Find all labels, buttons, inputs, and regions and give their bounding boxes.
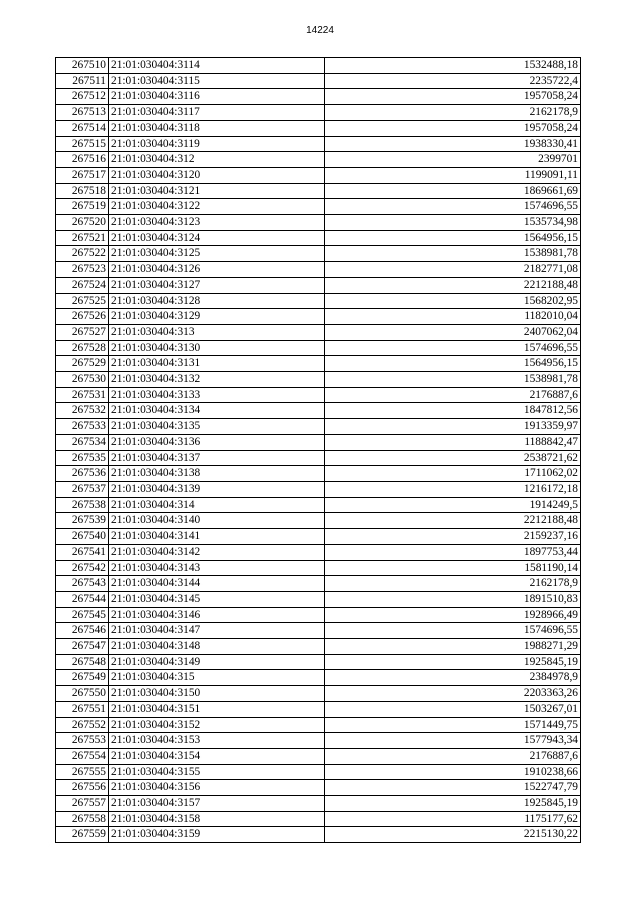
cadastral-number-cell: 21:01:030404:3114: [109, 58, 325, 74]
cadastral-value-cell: 1182010,04: [325, 309, 581, 325]
cadastral-number-cell: 21:01:030404:3155: [109, 764, 325, 780]
table-row: [56, 670, 581, 686]
cadastral-number-cell: 21:01:030404:3140: [109, 513, 325, 529]
cadastral-number-cell: 21:01:030404:3148: [109, 639, 325, 655]
table-row: [56, 199, 581, 215]
table-row: [56, 183, 581, 199]
table-row: [56, 434, 581, 450]
cadastral-number-cell: 21:01:030404:3126: [109, 262, 325, 278]
cadastral-value-cell: 1175177,62: [325, 811, 581, 827]
cadastral-value-cell: 2399701: [325, 152, 581, 168]
row-number-cell: 267548: [56, 654, 109, 670]
table-row: [56, 748, 581, 764]
row-number-cell: 267552: [56, 717, 109, 733]
row-number-cell: 267520: [56, 215, 109, 231]
table-row: [56, 560, 581, 576]
cadastral-value-cell: 1988271,29: [325, 639, 581, 655]
cadastral-value-cell: 1571449,75: [325, 717, 581, 733]
cadastral-value-cell: 2538721,62: [325, 450, 581, 466]
cadastral-value-cell: 1910238,66: [325, 764, 581, 780]
cadastral-value-cell: 1538981,78: [325, 246, 581, 262]
row-number-cell: 267512: [56, 89, 109, 105]
row-number-cell: 267543: [56, 576, 109, 592]
cadastral-value-cell: 1897753,44: [325, 544, 581, 560]
cadastral-number-cell: 21:01:030404:315: [109, 670, 325, 686]
row-number-cell: 267523: [56, 262, 109, 278]
cadastral-number-cell: 21:01:030404:3146: [109, 607, 325, 623]
cadastral-number-cell: 21:01:030404:3142: [109, 544, 325, 560]
table-row: [56, 497, 581, 513]
row-number-cell: 267517: [56, 167, 109, 183]
cadastral-number-cell: 21:01:030404:3137: [109, 450, 325, 466]
registry-table: [55, 57, 581, 843]
cadastral-value-cell: 2203363,26: [325, 686, 581, 702]
table-row: [56, 623, 581, 639]
row-number-cell: 267542: [56, 560, 109, 576]
table-row: [56, 403, 581, 419]
table-row: [56, 466, 581, 482]
cadastral-number-cell: 21:01:030404:3135: [109, 419, 325, 435]
cadastral-value-cell: 1199091,11: [325, 167, 581, 183]
row-number-cell: 267516: [56, 152, 109, 168]
cadastral-value-cell: 1503267,01: [325, 701, 581, 717]
row-number-cell: 267528: [56, 340, 109, 356]
cadastral-value-cell: 2235722,4: [325, 73, 581, 89]
cadastral-value-cell: 1957058,24: [325, 120, 581, 136]
cadastral-value-cell: 1216172,18: [325, 481, 581, 497]
cadastral-number-cell: 21:01:030404:3141: [109, 529, 325, 545]
cadastral-number-cell: 21:01:030404:3115: [109, 73, 325, 89]
table-row: [56, 780, 581, 796]
cadastral-number-cell: 21:01:030404:3153: [109, 733, 325, 749]
cadastral-value-cell: 1532488,18: [325, 58, 581, 74]
table-row: [56, 529, 581, 545]
table-row: [56, 654, 581, 670]
table-row: [56, 230, 581, 246]
cadastral-value-cell: 1581190,14: [325, 560, 581, 576]
cadastral-number-cell: 21:01:030404:3156: [109, 780, 325, 796]
cadastral-value-cell: 1957058,24: [325, 89, 581, 105]
cadastral-number-cell: 21:01:030404:3159: [109, 827, 325, 843]
table-row: [56, 324, 581, 340]
cadastral-number-cell: 21:01:030404:3152: [109, 717, 325, 733]
cadastral-value-cell: 1577943,34: [325, 733, 581, 749]
cadastral-number-cell: 21:01:030404:3149: [109, 654, 325, 670]
cadastral-value-cell: 2176887,6: [325, 387, 581, 403]
row-number-cell: 267530: [56, 372, 109, 388]
cadastral-value-cell: 1891510,83: [325, 591, 581, 607]
row-number-cell: 267511: [56, 73, 109, 89]
cadastral-value-cell: 1564956,15: [325, 356, 581, 372]
table-row: [56, 340, 581, 356]
table-row: [56, 262, 581, 278]
cadastral-value-cell: 1538981,78: [325, 372, 581, 388]
table-row: [56, 89, 581, 105]
row-number-cell: 267531: [56, 387, 109, 403]
row-number-cell: 267551: [56, 701, 109, 717]
cadastral-number-cell: 21:01:030404:3136: [109, 434, 325, 450]
table-row: [56, 481, 581, 497]
row-number-cell: 267537: [56, 481, 109, 497]
cadastral-number-cell: 21:01:030404:3122: [109, 199, 325, 215]
table-row: [56, 607, 581, 623]
table-row: [56, 827, 581, 843]
table-row: [56, 293, 581, 309]
cadastral-number-cell: 21:01:030404:3119: [109, 136, 325, 152]
cadastral-value-cell: 2212188,48: [325, 513, 581, 529]
cadastral-number-cell: 21:01:030404:3125: [109, 246, 325, 262]
row-number-cell: 267521: [56, 230, 109, 246]
table-row: [56, 701, 581, 717]
table-row: [56, 246, 581, 262]
row-number-cell: 267545: [56, 607, 109, 623]
table-row: [56, 811, 581, 827]
row-number-cell: 267540: [56, 529, 109, 545]
cadastral-number-cell: 21:01:030404:3132: [109, 372, 325, 388]
row-number-cell: 267544: [56, 591, 109, 607]
row-number-cell: 267534: [56, 434, 109, 450]
table-row: [56, 136, 581, 152]
cadastral-number-cell: 21:01:030404:3120: [109, 167, 325, 183]
cadastral-number-cell: 21:01:030404:3116: [109, 89, 325, 105]
table-row: [56, 576, 581, 592]
cadastral-number-cell: 21:01:030404:3147: [109, 623, 325, 639]
row-number-cell: 267524: [56, 277, 109, 293]
page-number: 14224: [306, 25, 334, 36]
table-row: [56, 796, 581, 812]
cadastral-value-cell: 1522747,79: [325, 780, 581, 796]
cadastral-value-cell: 1925845,19: [325, 796, 581, 812]
table-row: [56, 277, 581, 293]
cadastral-value-cell: 1535734,98: [325, 215, 581, 231]
row-number-cell: 267533: [56, 419, 109, 435]
cadastral-number-cell: 21:01:030404:3157: [109, 796, 325, 812]
cadastral-value-cell: 1568202,95: [325, 293, 581, 309]
cadastral-value-cell: 2182771,08: [325, 262, 581, 278]
row-number-cell: 267550: [56, 686, 109, 702]
table-row: [56, 167, 581, 183]
row-number-cell: 267527: [56, 324, 109, 340]
row-number-cell: 267557: [56, 796, 109, 812]
row-number-cell: 267513: [56, 105, 109, 121]
row-number-cell: 267539: [56, 513, 109, 529]
row-number-cell: 267541: [56, 544, 109, 560]
cadastral-value-cell: 1925845,19: [325, 654, 581, 670]
cadastral-number-cell: 21:01:030404:3154: [109, 748, 325, 764]
row-number-cell: 267538: [56, 497, 109, 513]
cadastral-number-cell: 21:01:030404:3129: [109, 309, 325, 325]
cadastral-value-cell: 2384978,9: [325, 670, 581, 686]
table-row: [56, 152, 581, 168]
cadastral-number-cell: 21:01:030404:3127: [109, 277, 325, 293]
row-number-cell: 267510: [56, 58, 109, 74]
cadastral-number-cell: 21:01:030404:3124: [109, 230, 325, 246]
table-row: [56, 387, 581, 403]
cadastral-number-cell: 21:01:030404:3118: [109, 120, 325, 136]
cadastral-number-cell: 21:01:030404:3143: [109, 560, 325, 576]
table-row: [56, 356, 581, 372]
cadastral-number-cell: 21:01:030404:3145: [109, 591, 325, 607]
row-number-cell: 267554: [56, 748, 109, 764]
cadastral-value-cell: 2162178,9: [325, 576, 581, 592]
table-row: [56, 372, 581, 388]
row-number-cell: 267519: [56, 199, 109, 215]
row-number-cell: 267553: [56, 733, 109, 749]
cadastral-number-cell: 21:01:030404:3144: [109, 576, 325, 592]
table-row: [56, 419, 581, 435]
table-row: [56, 544, 581, 560]
table-row: [56, 73, 581, 89]
row-number-cell: 267558: [56, 811, 109, 827]
cadastral-number-cell: 21:01:030404:3123: [109, 215, 325, 231]
table-row: [56, 513, 581, 529]
cadastral-number-cell: 21:01:030404:3130: [109, 340, 325, 356]
table-row: [56, 717, 581, 733]
cadastral-value-cell: 1574696,55: [325, 199, 581, 215]
cadastral-value-cell: 1847812,56: [325, 403, 581, 419]
cadastral-value-cell: 1574696,55: [325, 623, 581, 639]
registry-table-body: [56, 58, 581, 843]
cadastral-value-cell: 1711062,02: [325, 466, 581, 482]
row-number-cell: 267556: [56, 780, 109, 796]
cadastral-value-cell: 2407062,04: [325, 324, 581, 340]
row-number-cell: 267555: [56, 764, 109, 780]
row-number-cell: 267515: [56, 136, 109, 152]
row-number-cell: 267532: [56, 403, 109, 419]
row-number-cell: 267546: [56, 623, 109, 639]
cadastral-number-cell: 21:01:030404:313: [109, 324, 325, 340]
row-number-cell: 267514: [56, 120, 109, 136]
cadastral-number-cell: 21:01:030404:3117: [109, 105, 325, 121]
cadastral-value-cell: 2162178,9: [325, 105, 581, 121]
row-number-cell: 267525: [56, 293, 109, 309]
table-row: [56, 450, 581, 466]
row-number-cell: 267529: [56, 356, 109, 372]
row-number-cell: 267547: [56, 639, 109, 655]
cadastral-value-cell: 1913359,97: [325, 419, 581, 435]
row-number-cell: 267535: [56, 450, 109, 466]
cadastral-value-cell: 2212188,48: [325, 277, 581, 293]
table-row: [56, 58, 581, 74]
table-row: [56, 215, 581, 231]
cadastral-value-cell: 2159237,16: [325, 529, 581, 545]
row-number-cell: 267549: [56, 670, 109, 686]
cadastral-number-cell: 21:01:030404:3131: [109, 356, 325, 372]
cadastral-number-cell: 21:01:030404:3134: [109, 403, 325, 419]
row-number-cell: 267559: [56, 827, 109, 843]
cadastral-value-cell: 1914249,5: [325, 497, 581, 513]
cadastral-number-cell: 21:01:030404:3133: [109, 387, 325, 403]
row-number-cell: 267518: [56, 183, 109, 199]
cadastral-value-cell: 1869661,69: [325, 183, 581, 199]
cadastral-value-cell: 1928966,49: [325, 607, 581, 623]
cadastral-value-cell: 1564956,15: [325, 230, 581, 246]
cadastral-number-cell: 21:01:030404:3121: [109, 183, 325, 199]
cadastral-number-cell: 21:01:030404:3158: [109, 811, 325, 827]
cadastral-number-cell: 21:01:030404:3138: [109, 466, 325, 482]
cadastral-number-cell: 21:01:030404:3151: [109, 701, 325, 717]
cadastral-value-cell: 1938330,41: [325, 136, 581, 152]
row-number-cell: 267536: [56, 466, 109, 482]
row-number-cell: 267522: [56, 246, 109, 262]
cadastral-number-cell: 21:01:030404:3139: [109, 481, 325, 497]
cadastral-number-cell: 21:01:030404:314: [109, 497, 325, 513]
table-row: [56, 105, 581, 121]
cadastral-value-cell: 2215130,22: [325, 827, 581, 843]
cadastral-value-cell: 1574696,55: [325, 340, 581, 356]
table-row: [56, 733, 581, 749]
table-row: [56, 764, 581, 780]
table-row: [56, 686, 581, 702]
cadastral-number-cell: 21:01:030404:3128: [109, 293, 325, 309]
cadastral-number-cell: 21:01:030404:312: [109, 152, 325, 168]
table-row: [56, 309, 581, 325]
cadastral-number-cell: 21:01:030404:3150: [109, 686, 325, 702]
cadastral-value-cell: 2176887,6: [325, 748, 581, 764]
row-number-cell: 267526: [56, 309, 109, 325]
table-row: [56, 120, 581, 136]
cadastral-value-cell: 1188842,47: [325, 434, 581, 450]
table-row: [56, 591, 581, 607]
table-row: [56, 639, 581, 655]
